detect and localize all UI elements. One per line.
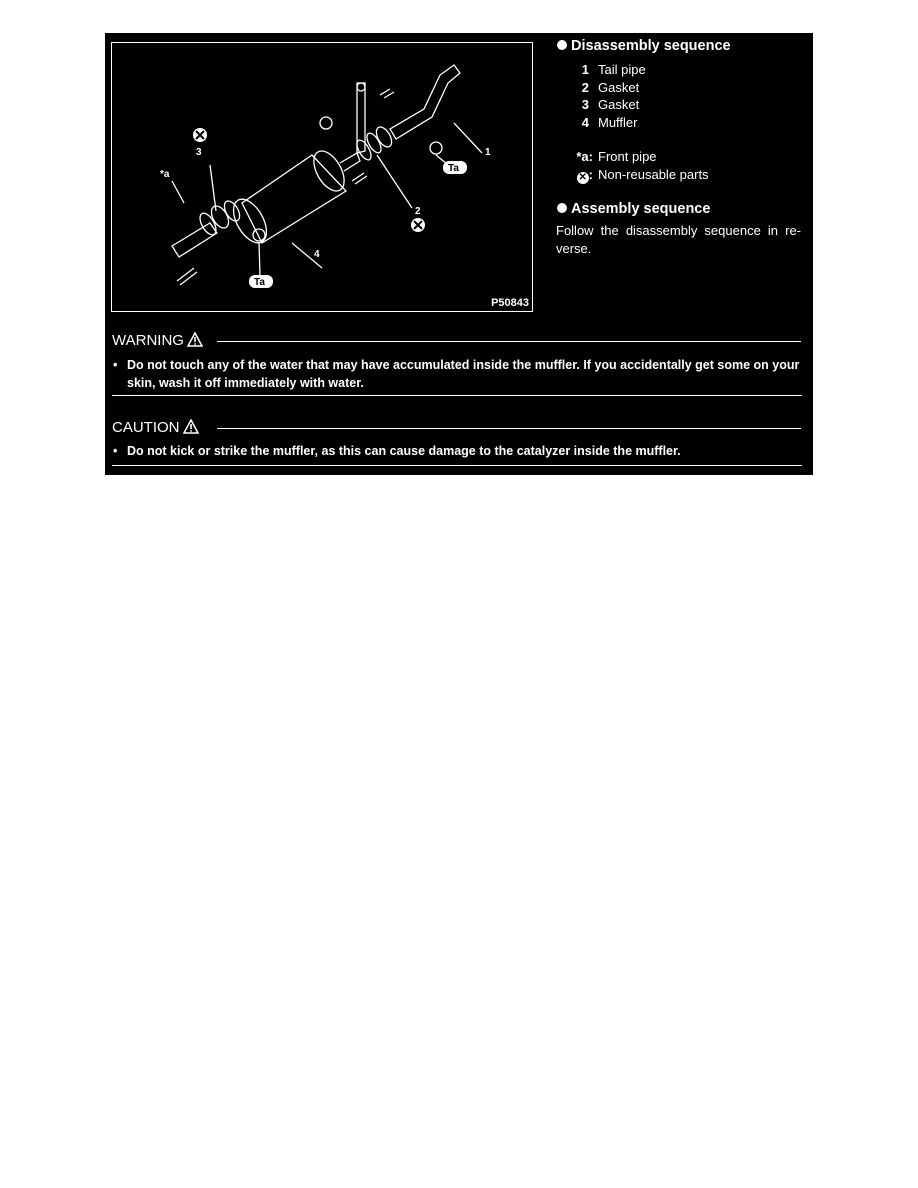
caution-title: CAUTION [112, 419, 199, 436]
bullet-dot-icon [557, 203, 567, 213]
warning-title: WARNING [112, 332, 203, 349]
figure-code: P50843 [491, 297, 529, 309]
assembly-heading: Assembly sequence [557, 201, 710, 217]
callout-4: 4 [314, 249, 320, 260]
caution-rule [217, 428, 801, 429]
tail-pipe-icon [390, 65, 460, 139]
nut-icon [320, 117, 332, 129]
assembly-instructions: Follow the disassembly sequence in re-verse. [556, 223, 801, 256]
callout-3: 3 [196, 147, 202, 158]
torque-label: Ta [254, 277, 265, 288]
torque-tag-icon [249, 161, 467, 288]
warning-body: • Do not touch any of the water that may have accumulated inside the muffler. If you accidentally get some on your skin, wash it off immediately with water. [113, 358, 800, 390]
caution-triangle-icon [183, 419, 199, 434]
callout-front-pipe: *a [160, 169, 170, 180]
caution-body: • Do not kick or strike the muffler, as this can cause damage to the catalyzer inside the muffler. [113, 444, 681, 458]
muffler-diagram [112, 43, 532, 311]
disassembly-heading: Disassembly sequence [557, 38, 731, 54]
warning-rule [217, 341, 801, 342]
callout-2: 2 [415, 206, 421, 217]
exploded-view-figure [111, 42, 533, 312]
service-manual-panel: 1 2 3 4 *a Ta Ta P50843 Disassembly sequence 1 Tail pipe 2 Gasket 3 Gasket 4 Muffler *a: Front pipe ✕ : Non-reusable parts Assembly sequence Follow the disassembly sequence in re-verse. WARNING • Do not touch any of the water that may have accumulated inside the muffler. If you accidentally get some on your skin, wash it off immediately with water. CAUTION • Do not kick or strike the muffler, as this can cause damage to the catalyzer inside the muffler. [105, 33, 813, 475]
callout-1: 1 [485, 147, 491, 158]
torque-label: Ta [448, 163, 459, 174]
warning-triangle-icon [187, 332, 203, 347]
caution-bottom-rule [112, 465, 802, 466]
bullet-dot-icon [557, 40, 567, 50]
bolt-icon [380, 89, 394, 98]
warning-bottom-rule [112, 395, 802, 396]
front-pipe-icon [172, 223, 217, 257]
non-reusable-icon: ✕ [578, 172, 587, 183]
